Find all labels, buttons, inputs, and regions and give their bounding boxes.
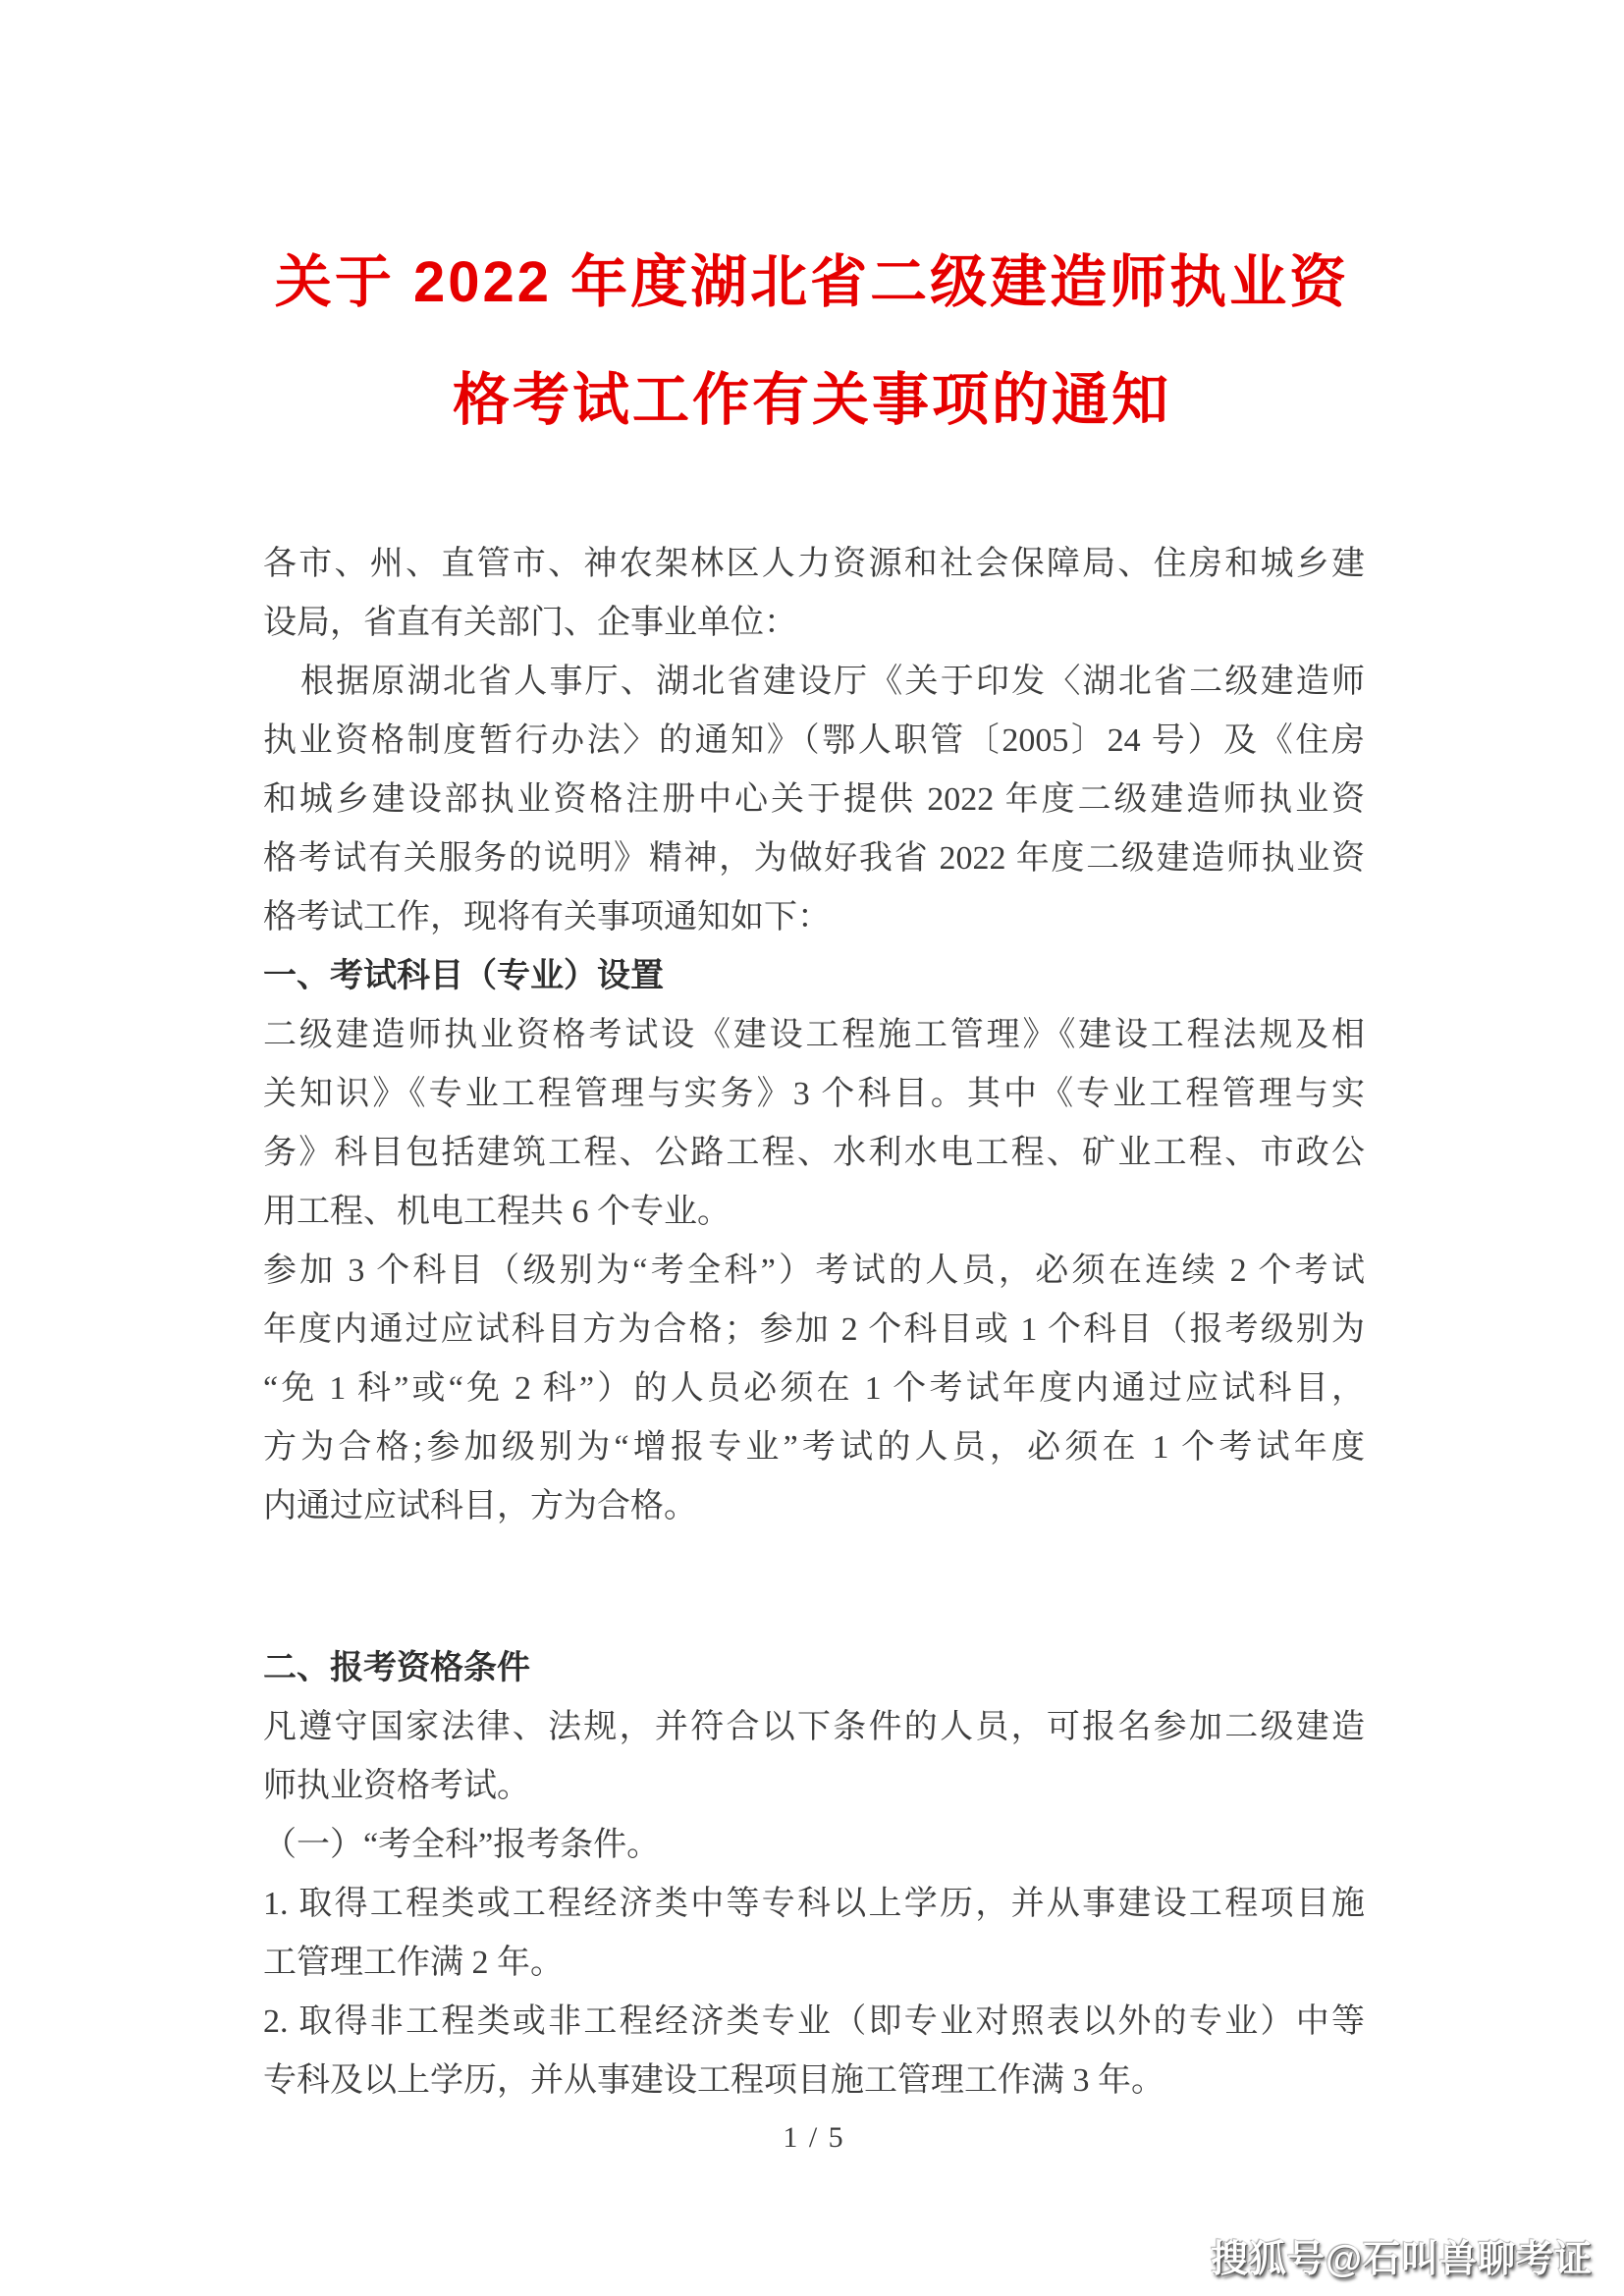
- document-line: 各市、州、直管市、神农架林区人力资源和社会保障局、住房和城乡建: [263, 546, 1365, 582]
- document-line: 设局，省直有关部门、企事业单位：: [263, 605, 797, 641]
- title-line-1: 关于 2022 年度湖北省二级建造师执业资: [274, 250, 1350, 314]
- watermark-text: 搜狐号@石叫兽聊考证: [1210, 2239, 1593, 2280]
- section-heading: 一、考试科目（专业）设置: [263, 958, 664, 994]
- section-heading: 二、报考资格条件: [263, 1650, 530, 1686]
- document-line: 2. 取得非工程类或非工程经济类专业（即专业对照表以外的专业）中等: [263, 2003, 1365, 2040]
- document-body: [263, 535, 1365, 2110]
- document-line: 格考试有关服务的说明》精神，为做好我省 2022 年度二级建造师执业资: [263, 840, 1365, 877]
- page-number: 1 / 5: [783, 2121, 845, 2154]
- document-line: 1. 取得工程类或工程经济类中等专科以上学历，并从事建设工程项目施: [263, 1886, 1365, 1922]
- document-line: 务》科目包括建筑工程、公路工程、水利水电工程、矿业工程、市政公: [263, 1135, 1365, 1171]
- document-line: 凡遵守国家法律、法规，并符合以下条件的人员，可报名参加二级建造: [263, 1709, 1365, 1745]
- document-line: 用工程、机电工程共 6 个专业。: [263, 1194, 731, 1230]
- document-line: 根据原湖北省人事厅、湖北省建设厅《关于印发〈湖北省二级建造师: [300, 664, 1365, 700]
- document-title: [0, 0, 1624, 459]
- document-line: 专科及以上学历，并从事建设工程项目施工管理工作满 3 年。: [263, 2062, 1164, 2099]
- document-line: 执业资格制度暂行办法〉的通知》（鄂人职管〔2005〕24 号）及《住房: [263, 722, 1365, 759]
- document-line: 格考试工作，现将有关事项通知如下：: [263, 899, 831, 935]
- document-line: 关知识》《专业工程管理与实务》3 个科目。其中《专业工程管理与实: [263, 1076, 1365, 1112]
- document-line: 参加 3 个科目（级别为“考全科”）考试的人员，必须在连续 2 个考试: [263, 1253, 1365, 1289]
- document-line: （一）“考全科”报考条件。: [263, 1827, 661, 1863]
- document-line: 师执业资格考试。: [263, 1768, 530, 1804]
- document-line: 方为合格;参加级别为“增报专业”考试的人员，必须在 1 个考试年度: [263, 1429, 1365, 1466]
- document-line: “免 1 科”或“免 2 科”）的人员必须在 1 个考试年度内通过应试科目，: [263, 1370, 1365, 1407]
- document-line: 工管理工作满 2 年。: [263, 1945, 564, 1981]
- document-line: 年度内通过应试科目方为合格；参加 2 个科目或 1 个科目（报考级别为: [263, 1311, 1365, 1348]
- document-line: 和城乡建设部执业资格注册中心关于提供 2022 年度二级建造师执业资: [263, 781, 1365, 818]
- document-line: 内通过应试科目，方为合格。: [263, 1488, 697, 1524]
- title-line-2: 格考试工作有关事项的通知: [452, 368, 1171, 432]
- document-line: 二级建造师执业资格考试设《建设工程施工管理》《建设工程法规及相: [263, 1017, 1365, 1053]
